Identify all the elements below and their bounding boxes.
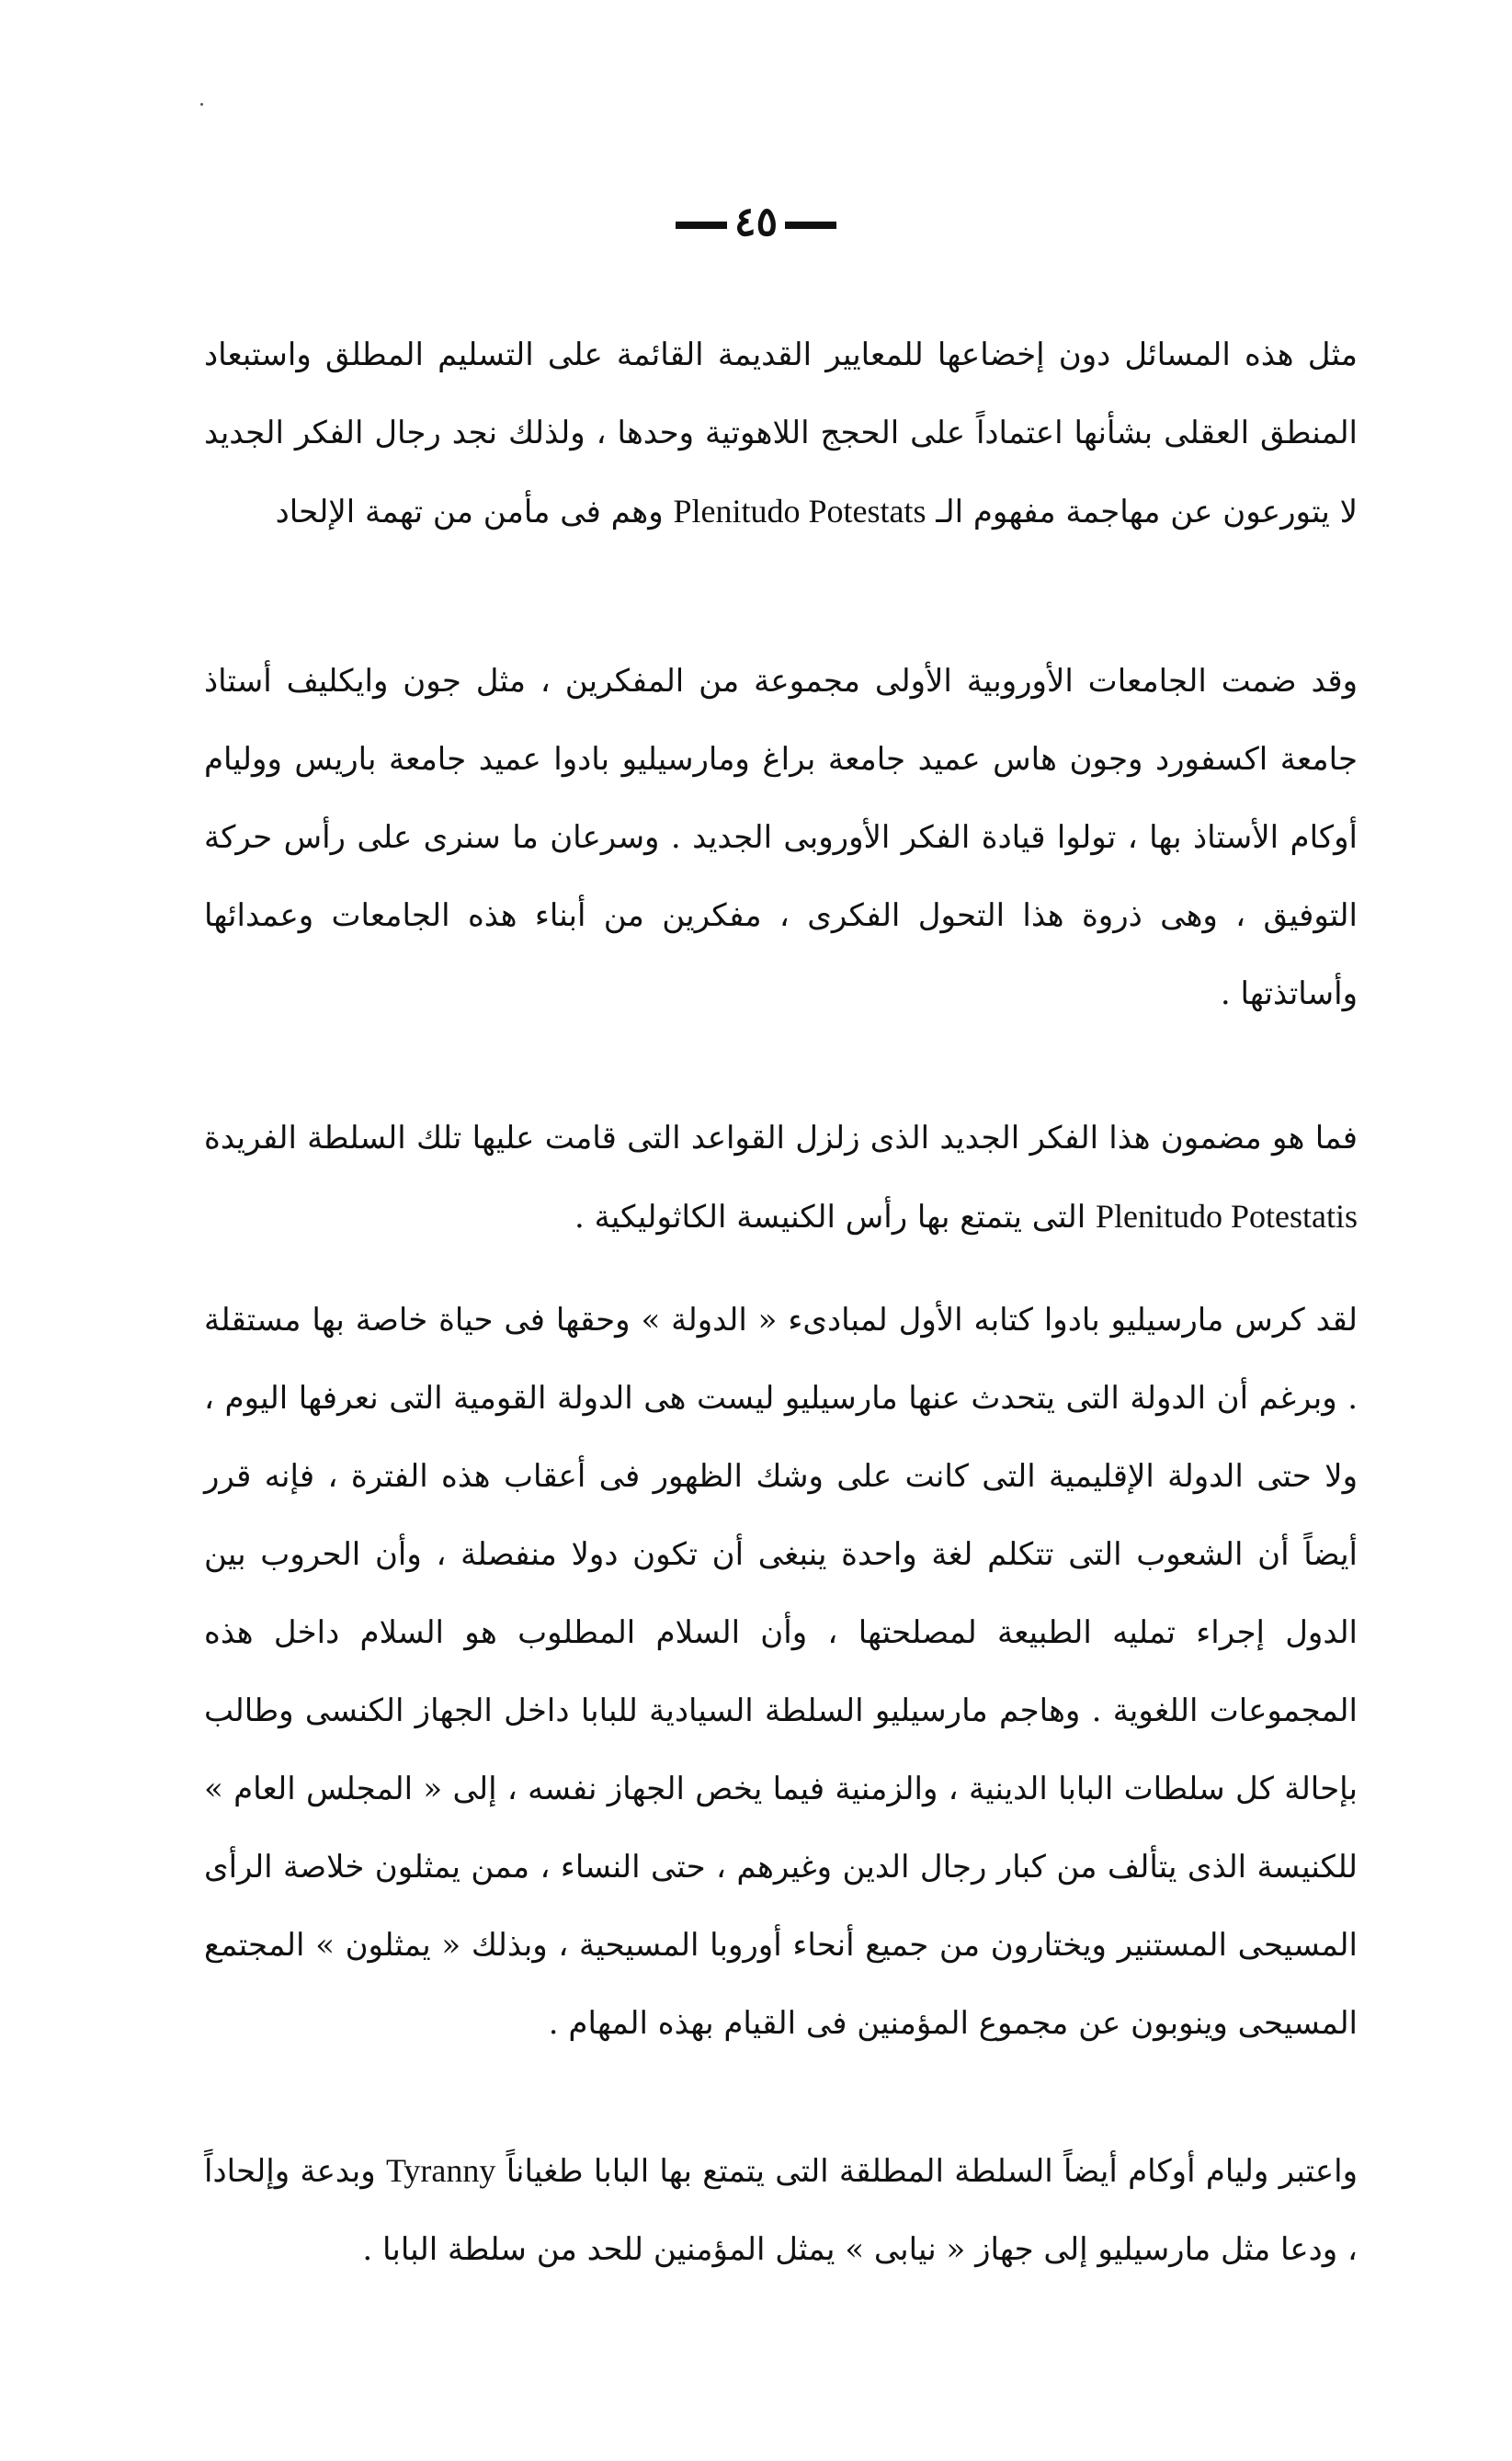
paragraph-2-text: وقد ضمت الجامعات الأوروبية الأولى مجموعة من المفكرين ، مثل جون وايكليف أستاذ جامعة اكسفورد وجون هاس عميد جامعة براغ ومارسيليو بادوا عميد جامعة باريس ووليام أوكام الأستاذ بها ، تولوا قيادة الفكر الأوروبى الجديد . وسرعان ما سنرى على رأس حركة التوفيق ، وهى ذروة هذا التحول الفكرى ، مفكرين من أبناء هذه الجامعات وعمدائها وأساتذتها .	[204, 663, 1358, 1012]
paragraph-3	[204, 1099, 1358, 1257]
paragraph-4-text: لقد كرس مارسيليو بادوا كتابه الأول لمبادىء « الدولة » وحقها فى حياة خاصة بها مستقلة . وبرغم أن الدولة التى يتحدث عنها مارسيليو ليست هى الدولة القومية التى نعرفها اليوم ، ولا حتى الدولة الإقليمية التى كانت على وشك الظهور فى أعقاب هذه الفترة ، فإنه قرر أيضاً أن الشعوب التى تتكلم لغة واحدة ينبغى أن تكون دولا منفصلة ، وأن الحروب بين الدول إجراء تمليه الطبيعة لمصلحتها ، وأن السلام المطلوب هو السلام داخل هذه المجموعات اللغوية . وهاجم مارسيليو السلطة السيادية للبابا داخل الجهاز الكنسى وطالب بإحالة كل سلطات البابا الدينية ، والزمنية فيما يخص الجهاز نفسه ، إلى « المجلس العام » للكنيسة الذى يتألف من كبار رجال الدين وغيرهم ، حتى النساء ، ممن يمثلون خلاصة الرأى المسيحى المستنير ويختارون من جميع أنحاء أوروبا المسيحية ، وبذلك « يمثلون » المجتمع المسيحى وينوبون عن مجموع المؤمنين فى القيام بهذه المهام .	[204, 1302, 1359, 2042]
paragraph-2	[204, 643, 1358, 1033]
scan-speck	[200, 103, 203, 106]
paragraph-4	[204, 1282, 1358, 2063]
paragraph-1	[204, 316, 1358, 552]
paragraph-1-latin-term: Plenitudo Potestats	[673, 493, 927, 530]
paragraph-5-latin-term: Tyranny	[385, 2152, 496, 2189]
right-dash	[785, 222, 836, 229]
paragraph-3-text: فما هو مضمون هذا الفكر الجديد الذى زلزل القواعد التى قامت عليها تلك السلطة الفريدة	[204, 1120, 1358, 1156]
page-number	[0, 195, 1512, 250]
paragraph-5	[204, 2132, 1358, 2289]
paragraph-5-text-after: وبدعة وإلحاداً ، ودعا مثل مارسيليو إلى جهاز « نيابى » يمثل المؤمنين للحد من سلطة البابا .	[204, 2153, 1358, 2268]
paragraph-5-text: واعتبر وليام أوكام أيضاً السلطة المطلقة التى يتمتع بها البابا طغياناً	[495, 2153, 1359, 2190]
left-dash	[676, 222, 727, 229]
paragraph-3-latin-term: Plenitudo Potestatis	[1095, 1198, 1358, 1235]
paragraph-1-text: مثل هذه المسائل دون إخضاعها للمعايير القديمة القائمة على التسليم المطلق واستبعاد المنطق العقلى بشأنها اعتماداً على الحجج اللاهوتية وحدها ، ولذلك نجد رجال الفكر الجديد لا يتورعون عن مهاجمة مفهوم الـ	[204, 336, 1358, 530]
page-number-text: ٤٥	[733, 199, 779, 245]
paragraph-1-text-after: وهم فى مأمن من تهمة الإلحاد	[275, 494, 674, 530]
paragraph-3-text-after: التى يتمتع بها رأس الكنيسة الكاثوليكية .	[574, 1199, 1096, 1236]
